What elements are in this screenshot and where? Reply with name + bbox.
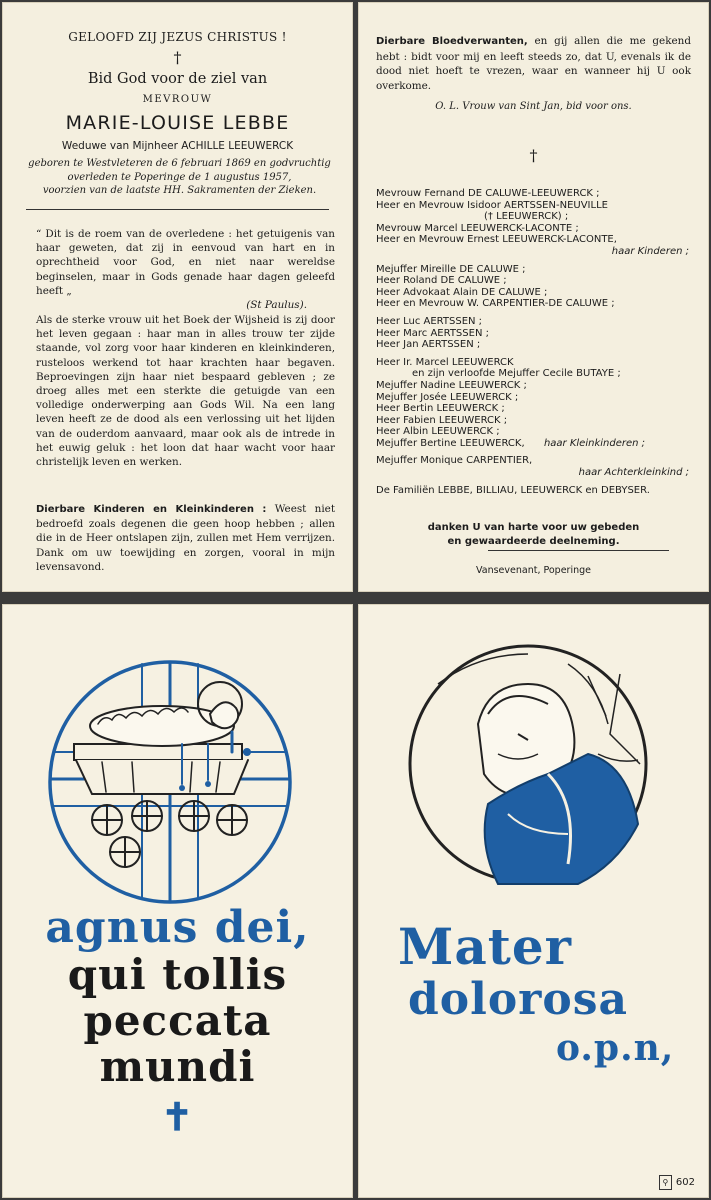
relative-row <box>376 426 691 438</box>
intro-heading: Dierbare Bloedverwanten, <box>376 36 528 47</box>
body-paragraph: Als de sterke vrouw uit het Boek der Wijsheid is zij door het leven gegaan : haar man in alles trouw ter zijde staande, vol zorg voor haar kinderen en kleinkinderen, rusteloos werkend tot haar krachten haar begaven. Beproevingen zijn haar niet bespaard gebleven ; ze droeg alles met een sterkte die getuigde van een volledige onderwerping aan Gods Wil. Na een lang leven heeft ze de dood als een verlossing uit het lijden van de ouderdom aanvaard, maar ook als de intrede in het euwig geluk : het loon dat haar wacht voor haar christelijk leven en werken. <box>36 314 335 469</box>
divider <box>488 550 669 551</box>
relation-label: haar Kinderen ; <box>611 245 689 257</box>
intro-paragraph <box>376 34 691 93</box>
relative-row <box>376 234 691 246</box>
thanks-line: danken U van harte voor uw gebeden <box>427 522 640 533</box>
relative-name: Mejuffer Bertine LEEUWERCK, <box>376 437 525 449</box>
card-back-text-panel <box>358 2 709 592</box>
cross-icon: † <box>173 48 182 67</box>
quote-source: (St Paulus). <box>246 299 307 312</box>
opn-line: o.p.n, <box>556 1027 675 1069</box>
cross-glyph-icon: ✝ <box>161 1094 194 1139</box>
quote-text: “ Dit is de roem van de overledene : het getuigenis van haar geweten, dat zij in eenvoud van hart en in oprechtheid voor God, en niet naar wereldse beginselen, maar in Gods genade haar dagen geleefd heeft „ <box>36 228 335 297</box>
relative-name: en zijn verloofde Mejuffer Cecile BUTAYE ; <box>412 368 621 380</box>
deceased-name: MARIE-LOUISE LEBBE <box>65 112 290 134</box>
relative-row <box>376 275 691 287</box>
relative-name: Heer Bertin LEEUWERCK ; <box>376 403 505 415</box>
relative-row <box>376 246 691 258</box>
relative-name: Heer Fabien LEEUWERCK ; <box>376 414 508 426</box>
card-front-text-panel <box>2 2 353 592</box>
relative-name: Heer en Mevrouw W. CARPENTIER-DE CALUWE ; <box>376 298 615 310</box>
relative-row <box>376 403 691 415</box>
relative-row <box>376 287 691 299</box>
relative-row <box>376 298 691 310</box>
relative-row <box>376 415 691 427</box>
relative-name: Heer Advokaat Alain DE CALUWE ; <box>376 286 548 298</box>
birth-line: geboren te Westvleteren de 6 februari 1869 en godvruchtig <box>28 158 331 169</box>
relative-row <box>376 368 691 380</box>
death-line: overleden te Poperinge de 1 augustus 1957, <box>67 171 292 183</box>
closing-heading: Dierbare Kinderen en Kleinkinderen : <box>36 504 267 515</box>
invocation: O. L. Vrouw van Sint Jan, bid voor ons. <box>435 101 632 112</box>
peccata-line: peccata <box>83 996 272 1045</box>
relative-name: Mevrouw Fernand DE CALUWE-LEEUWERCK ; <box>376 188 600 199</box>
relative-row <box>376 380 691 392</box>
mater-dolorosa-panel <box>358 604 709 1198</box>
printer-credit: Vansevenant, Poperinge <box>475 565 591 576</box>
relative-row <box>376 264 691 276</box>
honorific: MEVROUW <box>142 94 213 105</box>
relative-name: Mejuffer Mireille DE CALUWE ; <box>376 263 526 275</box>
agnus-dei-panel <box>2 604 353 1198</box>
thanks-block <box>358 521 709 549</box>
relative-name: Heer Jan AERTSSEN ; <box>376 339 481 351</box>
closing-paragraph <box>36 502 335 574</box>
dolorosa-line: dolorosa <box>408 974 628 1025</box>
publisher-mark <box>659 1175 695 1190</box>
agnus-dei-line: agnus dei, <box>45 902 310 953</box>
relative-name: Heer en Mevrouw Isidoor AERTSSEN-NEUVILLE <box>376 199 608 211</box>
relative-name: De Familiën LEBBE, BILLIAU, LEEUWERCK en DEBYSER. <box>376 484 650 496</box>
mater-dolorosa-illustration <box>358 604 709 904</box>
relative-row <box>376 339 691 351</box>
prayer-line: Bid God voor de ziel van <box>87 71 268 87</box>
mundi-line: mundi <box>99 1042 256 1091</box>
divider <box>26 209 329 210</box>
relative-name: Heer Ir. Marcel LEEUWERCK <box>376 356 514 368</box>
sacraments-line: voorzien van de laatste HH. Sakramenten der Zieken. <box>42 185 317 196</box>
relative-name: Heer Marc AERTSSEN ; <box>376 327 489 339</box>
qui-tollis-line: qui tollis <box>67 950 288 999</box>
birth-death-info <box>22 157 337 198</box>
relative-row <box>376 223 691 235</box>
relative-row <box>376 392 691 404</box>
relation-label: haar Kleinkinderen ; <box>543 437 645 449</box>
closing-text: Weest niet bedroefd zoals degenen die geen hoop hebben ; allen die in de Heer ontslapen zijn, zullen met Hem verrijzen. Dank om uw toewijding en zorgen, vooral in mijn levensavond. <box>36 503 335 573</box>
header-text: GELOOFD ZIJ JEZUS CHRISTUS ! <box>68 30 287 44</box>
relative-name: Heer en Mevrouw Ernest LEEUWERCK-LACONTE, <box>376 234 617 246</box>
relative-row <box>376 467 691 479</box>
relative-row <box>376 357 691 369</box>
relative-name: Mejuffer Josée LEEUWERCK ; <box>376 391 519 403</box>
relative-row <box>376 485 691 497</box>
relative-row <box>376 455 691 467</box>
relative-row <box>376 211 691 223</box>
thanks-line: en gewaardeerde deelneming. <box>447 536 620 547</box>
relative-row <box>376 316 691 328</box>
publisher-logo-icon: ⚲ <box>659 1175 672 1190</box>
relative-name: Heer Luc AERTSSEN ; <box>376 315 483 327</box>
publisher-number: 602 <box>675 1177 695 1188</box>
cross-icon: † <box>529 146 538 165</box>
relative-name: Mejuffer Nadine LEEUWERCK ; <box>376 379 527 391</box>
relative-row <box>376 328 691 340</box>
quote-paragraph <box>36 227 335 312</box>
mater-line: Mater <box>398 917 572 976</box>
relatives-list <box>376 188 691 496</box>
relative-name: Heer Albin LEEUWERCK ; <box>376 426 500 438</box>
relation-label: haar Achterkleinkind ; <box>578 467 689 479</box>
relative-name: Mevrouw Marcel LEEUWERCK-LACONTE ; <box>376 222 579 234</box>
lamb-illustration <box>2 604 353 904</box>
relative-name: Mejuffer Monique CARPENTIER, <box>376 455 533 467</box>
relative-name: Heer Roland DE CALUWE ; <box>376 275 507 287</box>
relative-row <box>376 438 691 450</box>
intro-text: en gij allen die me gekend hebt : bidt voor mij en leeft steeds zo, dat U, evenals ik de dood niet hoeft te vrezen, waar en wanneer hij U ook overkome. <box>376 35 691 92</box>
relative-name: († LEEUWERCK) ; <box>484 211 569 223</box>
widow-line: Weduwe van Mijnheer ACHILLE LEEUWERCK <box>61 140 294 152</box>
relative-row <box>376 200 691 212</box>
relative-row <box>376 188 691 200</box>
